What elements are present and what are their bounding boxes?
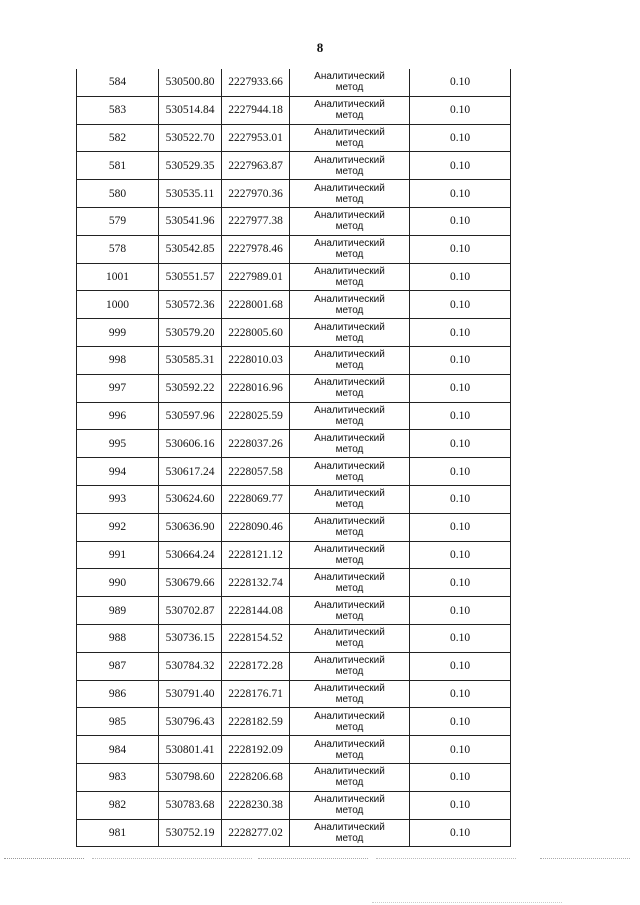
accuracy-cell: 0.10 <box>410 736 511 764</box>
point-number-cell: 995 <box>77 430 159 458</box>
point-number-cell: 578 <box>77 235 159 263</box>
accuracy-cell: 0.10 <box>410 791 511 819</box>
y-coordinate-cell: 2227989.01 <box>222 263 290 291</box>
method-cell: Аналитический метод <box>290 485 410 513</box>
point-number-cell: 988 <box>77 624 159 652</box>
page-number: 8 <box>316 40 324 55</box>
method-cell: Аналитический метод <box>290 763 410 791</box>
y-coordinate-cell: 2228010.03 <box>222 346 290 374</box>
y-coordinate-cell: 2227970.36 <box>222 180 290 208</box>
point-number-cell: 983 <box>77 763 159 791</box>
point-number-cell: 1001 <box>77 263 159 291</box>
y-coordinate-cell: 2228182.59 <box>222 708 290 736</box>
table-row <box>77 791 511 819</box>
point-number-cell: 1000 <box>77 291 159 319</box>
method-cell: Аналитический метод <box>290 152 410 180</box>
point-number-cell: 583 <box>77 96 159 124</box>
x-coordinate-cell: 530636.90 <box>159 513 222 541</box>
accuracy-cell: 0.10 <box>410 485 511 513</box>
table-row <box>77 152 511 180</box>
point-number-cell: 994 <box>77 458 159 486</box>
x-coordinate-cell: 530529.35 <box>159 152 222 180</box>
table-row <box>77 819 511 847</box>
table-row <box>77 124 511 152</box>
table-row <box>77 235 511 263</box>
x-coordinate-cell: 530597.96 <box>159 402 222 430</box>
y-coordinate-cell: 2228025.59 <box>222 402 290 430</box>
x-coordinate-cell: 530679.66 <box>159 569 222 597</box>
scan-artifact-line <box>540 858 630 859</box>
accuracy-cell: 0.10 <box>410 597 511 625</box>
table-row <box>77 513 511 541</box>
y-coordinate-cell: 2228206.68 <box>222 763 290 791</box>
x-coordinate-cell: 530542.85 <box>159 235 222 263</box>
x-coordinate-cell: 530798.60 <box>159 763 222 791</box>
table-row <box>77 319 511 347</box>
accuracy-cell: 0.10 <box>410 513 511 541</box>
accuracy-cell: 0.10 <box>410 180 511 208</box>
y-coordinate-cell: 2228277.02 <box>222 819 290 847</box>
accuracy-cell: 0.10 <box>410 124 511 152</box>
x-coordinate-cell: 530791.40 <box>159 680 222 708</box>
y-coordinate-cell: 2228192.09 <box>222 736 290 764</box>
scan-artifact-line <box>376 858 516 859</box>
method-cell: Аналитический метод <box>290 819 410 847</box>
table-row <box>77 624 511 652</box>
y-coordinate-cell: 2228154.52 <box>222 624 290 652</box>
x-coordinate-cell: 530535.11 <box>159 180 222 208</box>
method-cell: Аналитический метод <box>290 346 410 374</box>
y-coordinate-cell: 2227953.01 <box>222 124 290 152</box>
accuracy-cell: 0.10 <box>410 96 511 124</box>
method-cell: Аналитический метод <box>290 569 410 597</box>
accuracy-cell: 0.10 <box>410 819 511 847</box>
x-coordinate-cell: 530541.96 <box>159 207 222 235</box>
table-row <box>77 346 511 374</box>
point-number-cell: 985 <box>77 708 159 736</box>
method-cell: Аналитический метод <box>290 374 410 402</box>
point-number-cell: 989 <box>77 597 159 625</box>
x-coordinate-cell: 530551.57 <box>159 263 222 291</box>
x-coordinate-cell: 530801.41 <box>159 736 222 764</box>
table-row <box>77 680 511 708</box>
accuracy-cell: 0.10 <box>410 458 511 486</box>
method-cell: Аналитический метод <box>290 597 410 625</box>
point-number-cell: 986 <box>77 680 159 708</box>
coordinates-table-body <box>77 69 511 847</box>
method-cell: Аналитический метод <box>290 736 410 764</box>
y-coordinate-cell: 2227933.66 <box>222 69 290 96</box>
accuracy-cell: 0.10 <box>410 374 511 402</box>
x-coordinate-cell: 530752.19 <box>159 819 222 847</box>
accuracy-cell: 0.10 <box>410 541 511 569</box>
x-coordinate-cell: 530664.24 <box>159 541 222 569</box>
table-row <box>77 597 511 625</box>
y-coordinate-cell: 2228001.68 <box>222 291 290 319</box>
x-coordinate-cell: 530514.84 <box>159 96 222 124</box>
accuracy-cell: 0.10 <box>410 708 511 736</box>
x-coordinate-cell: 530522.70 <box>159 124 222 152</box>
scan-artifact-line <box>4 858 84 859</box>
point-number-cell: 982 <box>77 791 159 819</box>
point-number-cell: 579 <box>77 207 159 235</box>
point-number-cell: 990 <box>77 569 159 597</box>
x-coordinate-cell: 530585.31 <box>159 346 222 374</box>
method-cell: Аналитический метод <box>290 680 410 708</box>
y-coordinate-cell: 2228016.96 <box>222 374 290 402</box>
accuracy-cell: 0.10 <box>410 346 511 374</box>
y-coordinate-cell: 2228144.08 <box>222 597 290 625</box>
y-coordinate-cell: 2227963.87 <box>222 152 290 180</box>
x-coordinate-cell: 530592.22 <box>159 374 222 402</box>
point-number-cell: 981 <box>77 819 159 847</box>
point-number-cell: 999 <box>77 319 159 347</box>
scan-artifact-line <box>258 858 368 859</box>
table-row <box>77 374 511 402</box>
method-cell: Аналитический метод <box>290 513 410 541</box>
x-coordinate-cell: 530617.24 <box>159 458 222 486</box>
accuracy-cell: 0.10 <box>410 763 511 791</box>
point-number-cell: 582 <box>77 124 159 152</box>
y-coordinate-cell: 2228121.12 <box>222 541 290 569</box>
y-coordinate-cell: 2228037.26 <box>222 430 290 458</box>
method-cell: Аналитический метод <box>290 652 410 680</box>
point-number-cell: 996 <box>77 402 159 430</box>
method-cell: Аналитический метод <box>290 124 410 152</box>
scan-artifact-line <box>372 902 562 903</box>
method-cell: Аналитический метод <box>290 624 410 652</box>
table-row <box>77 485 511 513</box>
x-coordinate-cell: 530624.60 <box>159 485 222 513</box>
point-number-cell: 984 <box>77 736 159 764</box>
accuracy-cell: 0.10 <box>410 69 511 96</box>
accuracy-cell: 0.10 <box>410 569 511 597</box>
table-row <box>77 96 511 124</box>
method-cell: Аналитический метод <box>290 791 410 819</box>
table-row <box>77 180 511 208</box>
y-coordinate-cell: 2228176.71 <box>222 680 290 708</box>
method-cell: Аналитический метод <box>290 430 410 458</box>
point-number-cell: 987 <box>77 652 159 680</box>
accuracy-cell: 0.10 <box>410 291 511 319</box>
accuracy-cell: 0.10 <box>410 235 511 263</box>
y-coordinate-cell: 2227978.46 <box>222 235 290 263</box>
x-coordinate-cell: 530606.16 <box>159 430 222 458</box>
method-cell: Аналитический метод <box>290 291 410 319</box>
x-coordinate-cell: 530579.20 <box>159 319 222 347</box>
y-coordinate-cell: 2227977.38 <box>222 207 290 235</box>
table-row <box>77 541 511 569</box>
y-coordinate-cell: 2228172.28 <box>222 652 290 680</box>
scan-artifact-line <box>92 858 252 859</box>
x-coordinate-cell: 530796.43 <box>159 708 222 736</box>
method-cell: Аналитический метод <box>290 458 410 486</box>
y-coordinate-cell: 2227944.18 <box>222 96 290 124</box>
y-coordinate-cell: 2228090.46 <box>222 513 290 541</box>
y-coordinate-cell: 2228230.38 <box>222 791 290 819</box>
accuracy-cell: 0.10 <box>410 430 511 458</box>
point-number-cell: 581 <box>77 152 159 180</box>
method-cell: Аналитический метод <box>290 69 410 96</box>
method-cell: Аналитический метод <box>290 402 410 430</box>
accuracy-cell: 0.10 <box>410 402 511 430</box>
method-cell: Аналитический метод <box>290 541 410 569</box>
accuracy-cell: 0.10 <box>410 263 511 291</box>
x-coordinate-cell: 530572.36 <box>159 291 222 319</box>
coordinates-table <box>76 69 511 847</box>
table-row <box>77 569 511 597</box>
table-row <box>77 69 511 96</box>
table-row <box>77 430 511 458</box>
x-coordinate-cell: 530702.87 <box>159 597 222 625</box>
table-row <box>77 652 511 680</box>
x-coordinate-cell: 530500.80 <box>159 69 222 96</box>
point-number-cell: 993 <box>77 485 159 513</box>
point-number-cell: 992 <box>77 513 159 541</box>
y-coordinate-cell: 2228069.77 <box>222 485 290 513</box>
y-coordinate-cell: 2228132.74 <box>222 569 290 597</box>
method-cell: Аналитический метод <box>290 235 410 263</box>
accuracy-cell: 0.10 <box>410 207 511 235</box>
method-cell: Аналитический метод <box>290 319 410 347</box>
y-coordinate-cell: 2228005.60 <box>222 319 290 347</box>
x-coordinate-cell: 530783.68 <box>159 791 222 819</box>
method-cell: Аналитический метод <box>290 263 410 291</box>
accuracy-cell: 0.10 <box>410 680 511 708</box>
table-row <box>77 708 511 736</box>
point-number-cell: 998 <box>77 346 159 374</box>
table-row <box>77 402 511 430</box>
table-row <box>77 207 511 235</box>
method-cell: Аналитический метод <box>290 96 410 124</box>
point-number-cell: 997 <box>77 374 159 402</box>
x-coordinate-cell: 530736.15 <box>159 624 222 652</box>
table-row <box>77 736 511 764</box>
y-coordinate-cell: 2228057.58 <box>222 458 290 486</box>
table-row <box>77 291 511 319</box>
accuracy-cell: 0.10 <box>410 624 511 652</box>
point-number-cell: 580 <box>77 180 159 208</box>
method-cell: Аналитический метод <box>290 180 410 208</box>
method-cell: Аналитический метод <box>290 207 410 235</box>
accuracy-cell: 0.10 <box>410 152 511 180</box>
table-row <box>77 263 511 291</box>
method-cell: Аналитический метод <box>290 708 410 736</box>
point-number-cell: 584 <box>77 69 159 96</box>
table-row <box>77 458 511 486</box>
table-row <box>77 763 511 791</box>
accuracy-cell: 0.10 <box>410 319 511 347</box>
point-number-cell: 991 <box>77 541 159 569</box>
x-coordinate-cell: 530784.32 <box>159 652 222 680</box>
accuracy-cell: 0.10 <box>410 652 511 680</box>
